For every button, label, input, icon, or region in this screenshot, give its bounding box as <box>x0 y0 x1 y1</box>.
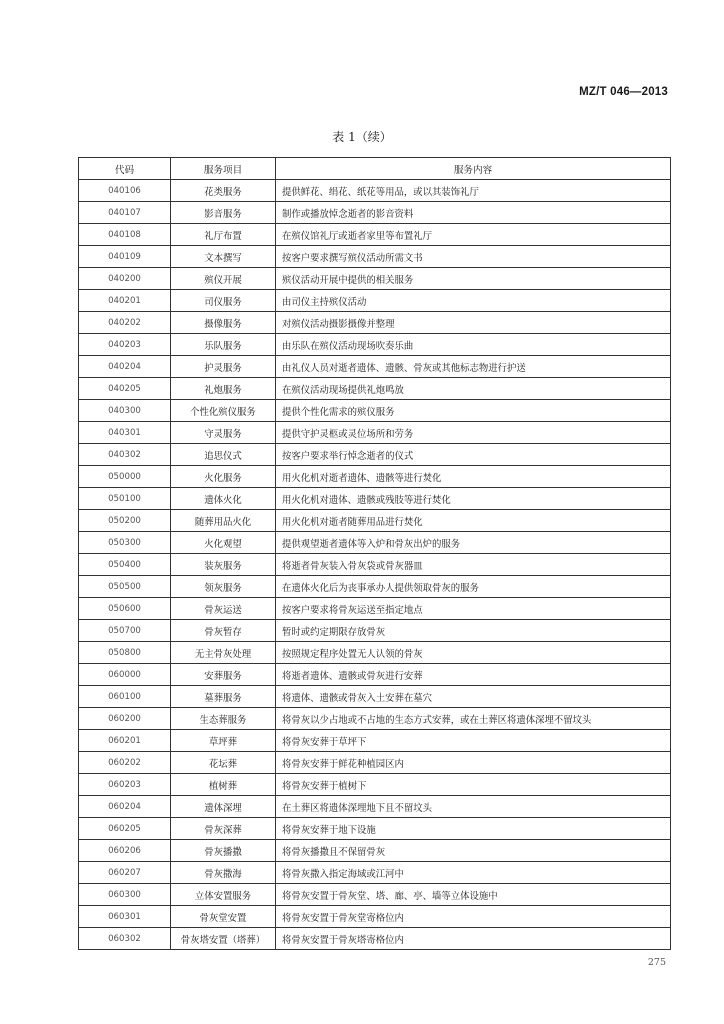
item-cell: 骨灰撒海 <box>171 862 276 884</box>
item-cell: 火化服务 <box>171 466 276 488</box>
table-row <box>79 752 671 774</box>
table-row <box>79 774 671 796</box>
content-cell: 在殡仪馆礼厅或逝者家里等布置礼厅 <box>276 224 671 246</box>
item-cell: 无主骨灰处理 <box>171 642 276 664</box>
table-row <box>79 400 671 422</box>
content-cell: 按客户要求将骨灰运送至指定地点 <box>276 598 671 620</box>
item-cell: 乐队服务 <box>171 334 276 356</box>
table-row <box>79 576 671 598</box>
content-cell: 暂时或约定期限存放骨灰 <box>276 620 671 642</box>
item-cell: 立体安置服务 <box>171 884 276 906</box>
content-cell: 用火化机对逝者遗体、遗骸等进行焚化 <box>276 466 671 488</box>
item-cell: 遗体深埋 <box>171 796 276 818</box>
table-row <box>79 444 671 466</box>
item-cell: 花坛葬 <box>171 752 276 774</box>
code-cell: 040205 <box>79 378 171 400</box>
content-cell: 将骨灰安置于骨灰堂寄格位内 <box>276 906 671 928</box>
content-cell: 提供鲜花、绢花、纸花等用品，或以其装饰礼厅 <box>276 180 671 202</box>
item-cell: 安葬服务 <box>171 664 276 686</box>
table-body <box>79 180 671 950</box>
code-cell: 060203 <box>79 774 171 796</box>
table-row <box>79 224 671 246</box>
table-title: 表 1（续） <box>332 130 392 144</box>
content-cell: 将骨灰以少占地或不占地的生态方式安葬，或在土葬区将遗体深埋不留坟头 <box>276 708 671 730</box>
item-cell: 植树葬 <box>171 774 276 796</box>
standard-code: MZ/T 046—2013 <box>579 86 668 98</box>
table-row <box>79 532 671 554</box>
content-cell: 将骨灰播撒且不保留骨灰 <box>276 840 671 862</box>
item-cell: 火化观望 <box>171 532 276 554</box>
table-row <box>79 598 671 620</box>
table-row <box>79 796 671 818</box>
code-cell: 050700 <box>79 620 171 642</box>
item-cell: 骨灰塔安置（塔葬） <box>171 928 276 950</box>
code-cell: 040204 <box>79 356 171 378</box>
content-cell: 将骨灰安葬于地下设施 <box>276 818 671 840</box>
item-cell: 装灰服务 <box>171 554 276 576</box>
code-cell: 060302 <box>79 928 171 950</box>
content-cell: 将逝者遗体、遗骸或骨灰进行安葬 <box>276 664 671 686</box>
table-row <box>79 312 671 334</box>
table-row <box>79 554 671 576</box>
content-cell: 殡仪活动开展中提供的相关服务 <box>276 268 671 290</box>
code-cell: 040107 <box>79 202 171 224</box>
code-cell: 050400 <box>79 554 171 576</box>
table-row <box>79 246 671 268</box>
content-cell: 由礼仪人员对逝者遗体、遗骸、骨灰或其他标志物进行护送 <box>276 356 671 378</box>
code-cell: 060200 <box>79 708 171 730</box>
service-table <box>78 157 671 950</box>
code-cell: 060100 <box>79 686 171 708</box>
item-cell: 司仪服务 <box>171 290 276 312</box>
content-cell: 提供守护灵柩或灵位场所和劳务 <box>276 422 671 444</box>
content-cell: 由司仪主持殡仪活动 <box>276 290 671 312</box>
table-row <box>79 906 671 928</box>
item-cell: 骨灰深葬 <box>171 818 276 840</box>
table-row <box>79 840 671 862</box>
item-cell: 生态葬服务 <box>171 708 276 730</box>
item-cell: 墓葬服务 <box>171 686 276 708</box>
content-cell: 用火化机对遗体、遗骸或残肢等进行焚化 <box>276 488 671 510</box>
content-cell: 将骨灰安葬于鲜花种植园区内 <box>276 752 671 774</box>
table-row <box>79 708 671 730</box>
column-header-code: 代码 <box>79 158 171 180</box>
code-cell: 050800 <box>79 642 171 664</box>
code-cell: 040202 <box>79 312 171 334</box>
item-cell: 追思仪式 <box>171 444 276 466</box>
item-cell: 个性化殡仪服务 <box>171 400 276 422</box>
code-cell: 040109 <box>79 246 171 268</box>
table-row <box>79 928 671 950</box>
code-cell: 040302 <box>79 444 171 466</box>
table-row <box>79 818 671 840</box>
content-cell: 将骨灰安置于骨灰堂、塔、廊、亭、墙等立体设施中 <box>276 884 671 906</box>
column-header-content: 服务内容 <box>276 158 671 180</box>
code-cell: 050100 <box>79 488 171 510</box>
item-cell: 骨灰暂存 <box>171 620 276 642</box>
table-row <box>79 884 671 906</box>
code-cell: 050500 <box>79 576 171 598</box>
code-cell: 040106 <box>79 180 171 202</box>
content-cell: 用火化机对逝者随葬用品进行焚化 <box>276 510 671 532</box>
content-cell: 提供个性化需求的殡仪服务 <box>276 400 671 422</box>
table-row <box>79 510 671 532</box>
page-number: 275 <box>647 957 666 968</box>
code-cell: 060000 <box>79 664 171 686</box>
code-cell: 060206 <box>79 840 171 862</box>
table-row <box>79 356 671 378</box>
content-cell: 按照规定程序处置无人认领的骨灰 <box>276 642 671 664</box>
item-cell: 骨灰堂安置 <box>171 906 276 928</box>
table-row <box>79 642 671 664</box>
content-cell: 在遗体火化后为丧事承办人提供领取骨灰的服务 <box>276 576 671 598</box>
item-cell: 护灵服务 <box>171 356 276 378</box>
code-cell: 060204 <box>79 796 171 818</box>
item-cell: 骨灰播撒 <box>171 840 276 862</box>
table-row <box>79 422 671 444</box>
item-cell: 骨灰运送 <box>171 598 276 620</box>
code-cell: 060202 <box>79 752 171 774</box>
code-cell: 040201 <box>79 290 171 312</box>
code-cell: 060207 <box>79 862 171 884</box>
content-cell: 按客户要求举行悼念逝者的仪式 <box>276 444 671 466</box>
item-cell: 影音服务 <box>171 202 276 224</box>
item-cell: 草坪葬 <box>171 730 276 752</box>
table-row <box>79 664 671 686</box>
code-cell: 040108 <box>79 224 171 246</box>
code-cell: 050200 <box>79 510 171 532</box>
table-row <box>79 378 671 400</box>
code-cell: 060300 <box>79 884 171 906</box>
item-cell: 礼厅布置 <box>171 224 276 246</box>
code-cell: 050300 <box>79 532 171 554</box>
table-row <box>79 180 671 202</box>
table-row <box>79 268 671 290</box>
item-cell: 领灰服务 <box>171 576 276 598</box>
content-cell: 提供观望逝者遗体等入炉和骨灰出炉的服务 <box>276 532 671 554</box>
content-cell: 将骨灰撒入指定海域或江河中 <box>276 862 671 884</box>
table-header-row <box>79 158 671 180</box>
content-cell: 按客户要求撰写殡仪活动所需文书 <box>276 246 671 268</box>
code-cell: 060301 <box>79 906 171 928</box>
table-row <box>79 862 671 884</box>
code-cell: 040300 <box>79 400 171 422</box>
table-row <box>79 730 671 752</box>
item-cell: 遗体火化 <box>171 488 276 510</box>
table-row <box>79 290 671 312</box>
code-cell: 050000 <box>79 466 171 488</box>
content-cell: 在殡仪活动现场提供礼炮鸣放 <box>276 378 671 400</box>
table-row <box>79 686 671 708</box>
code-cell: 050600 <box>79 598 171 620</box>
content-cell: 由乐队在殡仪活动现场吹奏乐曲 <box>276 334 671 356</box>
content-cell: 将骨灰安葬于草坪下 <box>276 730 671 752</box>
column-header-item: 服务项目 <box>171 158 276 180</box>
item-cell: 守灵服务 <box>171 422 276 444</box>
code-cell: 060201 <box>79 730 171 752</box>
item-cell: 摄像服务 <box>171 312 276 334</box>
item-cell: 花类服务 <box>171 180 276 202</box>
content-cell: 制作或播放悼念逝者的影音资料 <box>276 202 671 224</box>
table-row <box>79 466 671 488</box>
code-cell: 060205 <box>79 818 171 840</box>
content-cell: 在土葬区将遗体深埋地下且不留坟头 <box>276 796 671 818</box>
content-cell: 将骨灰安葬于植树下 <box>276 774 671 796</box>
content-cell: 将逝者骨灰装入骨灰袋或骨灰器皿 <box>276 554 671 576</box>
item-cell: 礼炮服务 <box>171 378 276 400</box>
code-cell: 040203 <box>79 334 171 356</box>
code-cell: 040301 <box>79 422 171 444</box>
table-row <box>79 620 671 642</box>
content-cell: 将遗体、遗骸或骨灰入土安葬在墓穴 <box>276 686 671 708</box>
content-cell: 对殡仪活动摄影摄像并整理 <box>276 312 671 334</box>
table-row <box>79 202 671 224</box>
table-row <box>79 488 671 510</box>
item-cell: 随葬用品火化 <box>171 510 276 532</box>
item-cell: 殡仪开展 <box>171 268 276 290</box>
content-cell: 将骨灰安置于骨灰塔寄格位内 <box>276 928 671 950</box>
table-row <box>79 334 671 356</box>
code-cell: 040200 <box>79 268 171 290</box>
item-cell: 文本撰写 <box>171 246 276 268</box>
